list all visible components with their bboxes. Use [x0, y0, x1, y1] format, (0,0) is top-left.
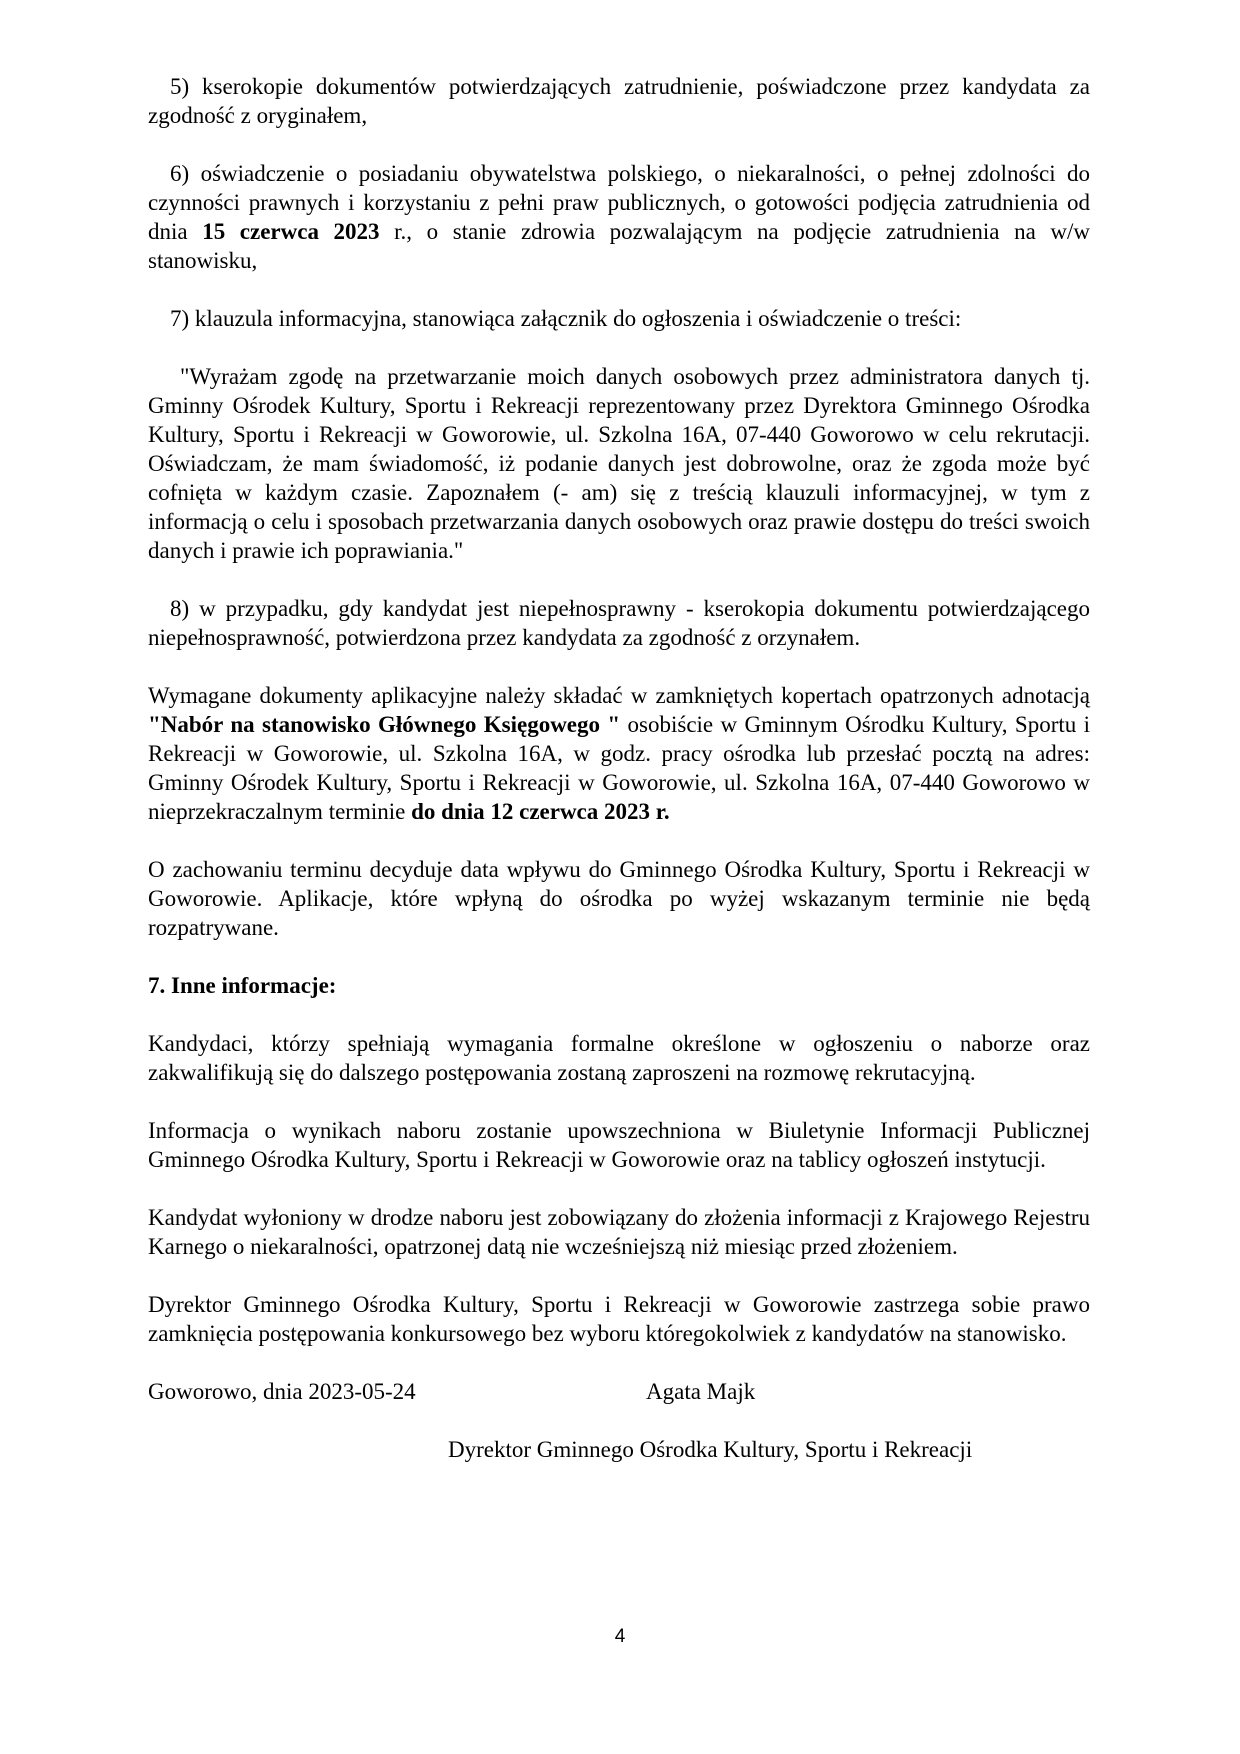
submission-deadline: do dnia 12 czerwca 2023 r. — [411, 799, 670, 824]
registry-paragraph: Kandydat wyłoniony w drodze naboru jest zobowiązany do złożenia informacji z Krajowego Rejestru Karnego o niekaralności, opatrzonej datą nie wcześniejszą niż miesiąc przed złożeniem. — [148, 1205, 1090, 1259]
deadline-note: O zachowaniu terminu decyduje data wpływu do Gminnego Ośrodka Kultury, Sportu i Rekreacji w Goworowie. Aplikacje, które wpłyną do ośrodka po wyżej wskazanym terminie nie będą rozpatrywane. — [148, 857, 1090, 940]
results-paragraph: Informacja o wynikach naboru zostanie upowszechniona w Biuletynie Informacji Publicznej Gminnego Ośrodka Kultury, Sportu i Rekreacji w Goworowie oraz na tablicy ogłoszeń instytucji. — [148, 1118, 1090, 1172]
item-5: 5) kserokopie dokumentów potwierdzających zatrudnienie, poświadczone przez kandydata za zgodność z oryginałem, — [148, 74, 1090, 128]
signatory-title: Dyrektor Gminnego Ośrodka Kultury, Sportu i Rekreacji — [448, 1437, 973, 1462]
item-6-text-end: r., o stanie zdrowia pozwalającym na podjęcie zatrudnienia na w/w stanowisku, — [148, 219, 1090, 273]
submission-text-1: Wymagane dokumenty aplikacyjne należy składać w zamkniętych kopertach opatrzonych adnotacją — [148, 683, 1090, 708]
signature-row — [148, 1377, 1090, 1406]
item-6 — [148, 159, 1090, 275]
item-8: 8) w przypadku, gdy kandydat jest niepełnosprawny - kserokopia dokumentu potwierdzającego niepełnosprawność, potwierdzona przez kandydata za zgodność z orzynałem. — [148, 596, 1090, 650]
section-heading: 7. Inne informacje: — [148, 973, 337, 998]
submission-text-2: osobiście w Gminnym Ośrodku Kultury, Sportu i Rekreacji w Goworowie, ul. Szkolna 16A, w godz. pracy ośrodka lub przesłać pocztą na adres: Gminny Ośrodek Kultury, Sportu i Rekreacji w Goworowie, ul. Szkolna 16A, 07-440 Goworowo w nieprzekraczalnym terminie — [148, 712, 1090, 824]
consent-quote: "Wyrażam zgodę na przetwarzanie moich danych osobowych przez administratora danych tj. Gminny Ośrodek Kultury, Sportu i Rekreacji reprezentowany przez Dyrektora Gminnego Ośrodka Kultury, Sportu i Rekreacji w Goworowie, ul. Szkolna 16A, 07-440 Goworowo w celu rekrutacji. Oświadczam, że mam świadomość, iż podanie danych jest dobrowolne, oraz że zgoda może być cofnięta w każdym czasie. Zapoznałem (- am) się z treścią klauzuli informacyjnej, w tym z informacją o celu i sposobach przetwarzania danych osobowych oraz prawie dostępu do treści swoich danych i prawie ich poprawiania." — [148, 364, 1090, 563]
place-date: Goworowo, dnia 2023-05-24 — [148, 1379, 416, 1404]
page-number: 4 — [614, 1626, 626, 1647]
item-7: 7) klauzula informacyjna, stanowiąca załącznik do ogłoszenia i oświadczenie o treści: — [170, 306, 962, 331]
submission-title: "Nabór na stanowisko Głównego Księgowego " — [148, 712, 621, 737]
signatory-name: Agata Majk — [646, 1379, 756, 1404]
document-body — [148, 72, 1090, 1464]
director-paragraph: Dyrektor Gminnego Ośrodka Kultury, Sportu i Rekreacji w Goworowie zastrzega sobie prawo zamknięcia postępowania konkursowego bez wyboru któregokolwiek z kandydatów na stanowisko. — [148, 1292, 1090, 1346]
item-6-text-start: 6) oświadczenie o posiadaniu obywatelstwa polskiego, o niekaralności, o pełnej zdolności do czynności prawnych i korzystaniu z pełni praw publicznych, o gotowości podjęcia zatrudnienia od dnia — [148, 161, 1090, 244]
item-6-date: 15 czerwca 2023 — [202, 219, 380, 244]
submission-paragraph — [148, 681, 1090, 826]
candidates-paragraph: Kandydaci, którzy spełniają wymagania formalne określone w ogłoszeniu o naborze oraz zakwalifikują się do dalszego postępowania zostaną zaproszeni na rozmowę rekrutacyjną. — [148, 1031, 1090, 1085]
